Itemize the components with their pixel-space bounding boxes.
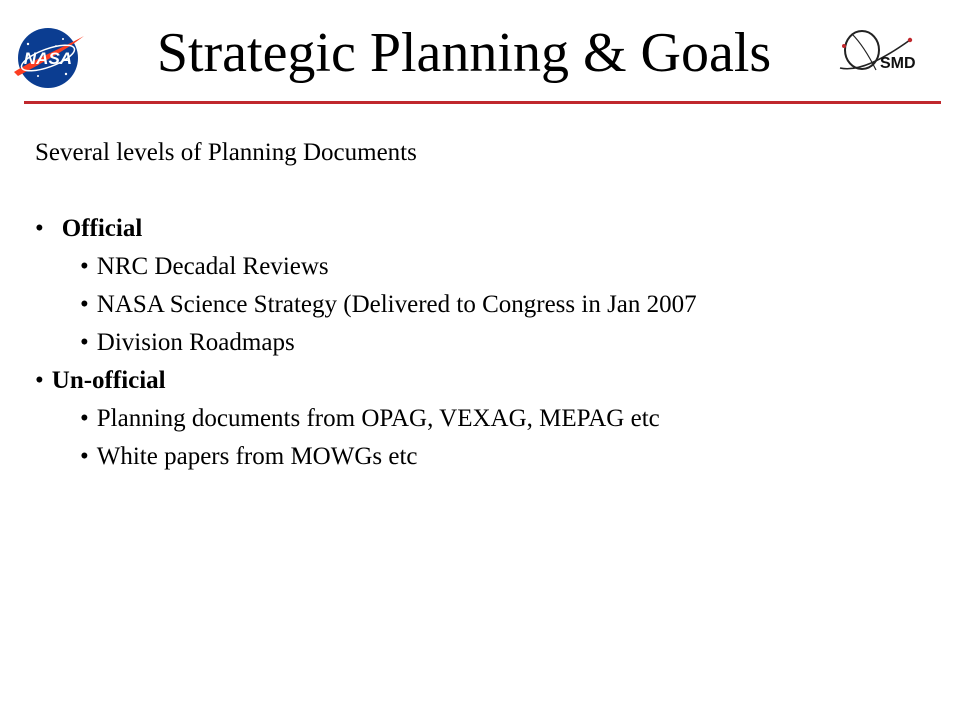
bullet-dot-icon: • — [80, 253, 89, 280]
bullet-dot-icon: • — [35, 215, 44, 242]
bullet-dot-icon: • — [35, 367, 44, 394]
title-underline-rule — [24, 101, 941, 104]
sub-bullet-text: Planning documents from OPAG, VEXAG, MEPAG etc — [96, 405, 660, 432]
bullet-dot-icon: • — [80, 405, 89, 432]
sub-bullet — [35, 324, 935, 362]
svg-text:NASA: NASA — [23, 49, 73, 68]
bullet-unofficial — [35, 362, 935, 400]
smd-logo-text: SMD — [880, 55, 916, 72]
sub-bullet-text: NRC Decadal Reviews — [96, 253, 329, 280]
bullet-official — [35, 210, 935, 248]
sub-bullet — [35, 286, 935, 324]
bullet-label: Un-official — [51, 367, 166, 394]
sub-bullet — [35, 400, 935, 438]
slide-body — [35, 134, 935, 476]
sub-bullet-text: White papers from MOWGs etc — [96, 443, 418, 470]
spacer — [35, 172, 935, 210]
bullet-dot-icon: • — [80, 291, 89, 318]
sub-bullet-text: Division Roadmaps — [96, 329, 295, 356]
bullet-dot-icon: • — [80, 443, 89, 470]
sub-bullet — [35, 248, 935, 286]
smd-logo-icon — [830, 24, 930, 84]
sub-bullet — [35, 438, 935, 476]
slide-title: Strategic Planning & Goals — [156, 22, 772, 84]
bullet-dot-icon: • — [80, 329, 89, 356]
sub-bullet-text: NASA Science Strategy (Delivered to Congress in Jan 2007 — [96, 291, 697, 318]
bullet-label: Official — [61, 215, 143, 242]
intro-text: Several levels of Planning Documents — [35, 139, 417, 166]
